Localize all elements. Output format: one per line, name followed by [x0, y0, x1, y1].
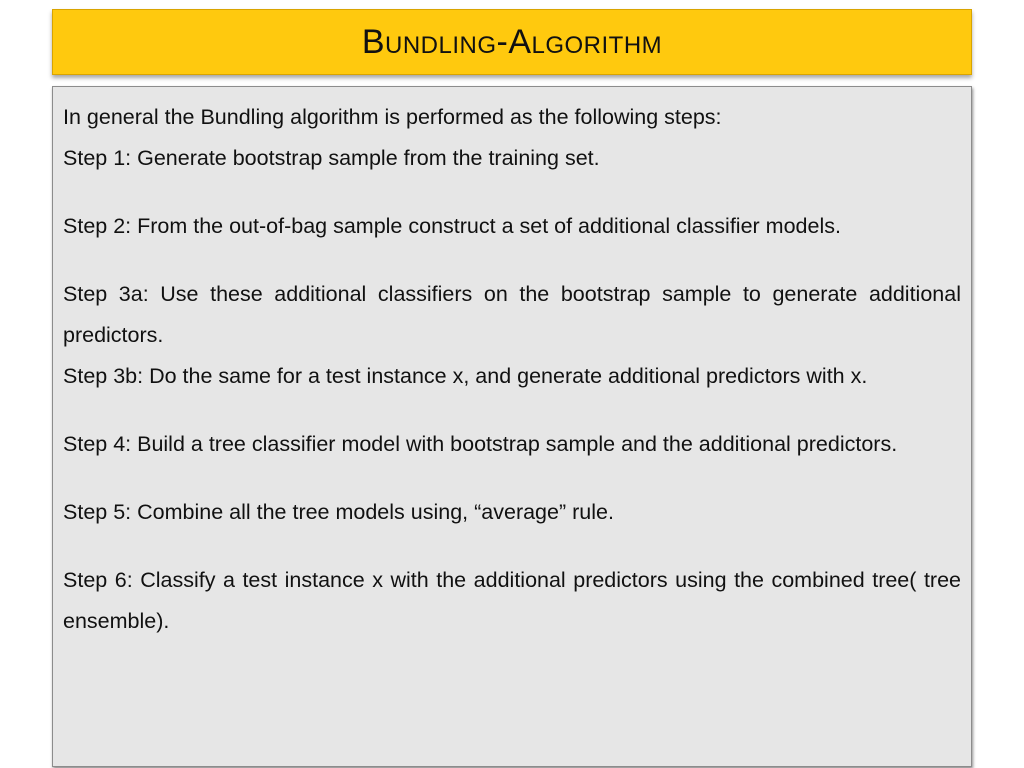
intro-text: In general the Bundling algorithm is performed as the following steps:: [63, 105, 722, 129]
spacer: [63, 465, 961, 492]
step-5-text: Step 5: Combine all the tree models using, “average” rule.: [63, 500, 614, 524]
spacer: [63, 179, 961, 206]
step-4-text: Step 4: Build a tree classifier model with bootstrap sample and the additional predictors.: [63, 432, 898, 456]
step-1-text: Step 1: Generate bootstrap sample from the training set.: [63, 146, 600, 170]
content-box: [52, 86, 972, 767]
spacer: [63, 397, 961, 424]
step-3b-text: Step 3b: Do the same for a test instance x, and generate additional predictors with x.: [63, 364, 868, 388]
slide-title: Bundling-Algorithm: [361, 22, 663, 61]
spacer: [63, 533, 961, 560]
step-3a-text: Step 3a: Use these additional classifiers on the bootstrap sample to generate additional predictors.: [63, 282, 961, 347]
step-2-text: Step 2: From the out-of-bag sample construct a set of additional classifier models.: [63, 214, 841, 238]
spacer: [63, 247, 961, 274]
step-6-text: Step 6: Classify a test instance x with the additional predictors using the combined tree( tree ensemble).: [63, 568, 961, 633]
title-bar: [52, 9, 972, 75]
